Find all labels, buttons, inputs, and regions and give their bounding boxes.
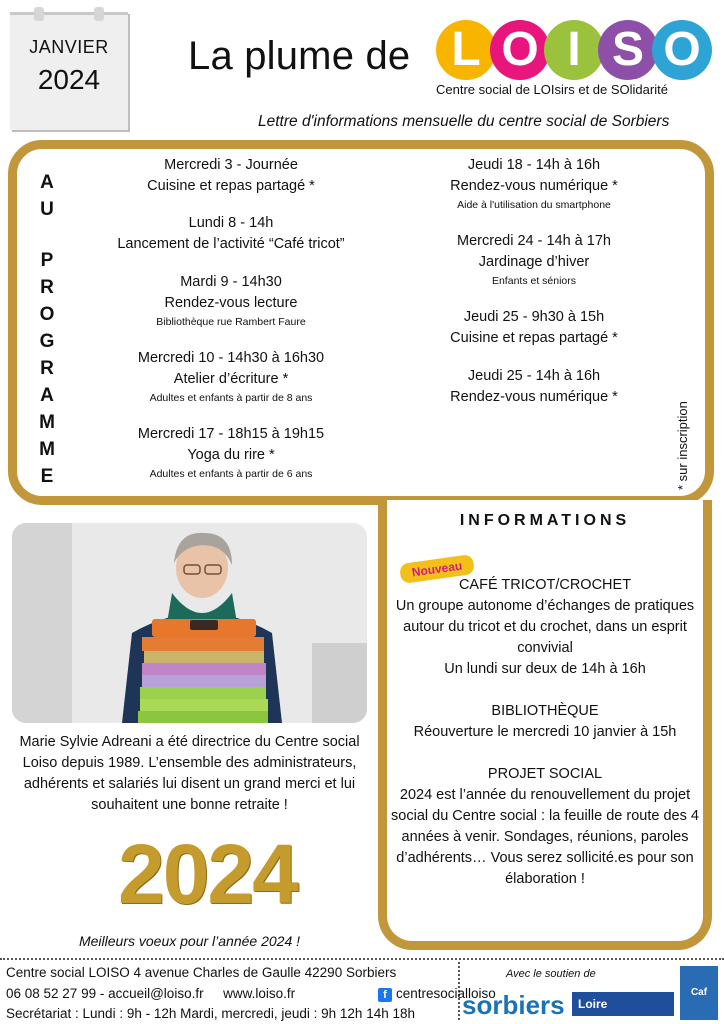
sorbiers-logo: sorbiers — [462, 990, 565, 1020]
logo-letter: I — [544, 20, 604, 80]
event-note: Aide à l'utilisation du smartphone — [457, 199, 611, 211]
bibliotheque-text: Réouverture le mercredi 10 janvier à 15h — [413, 724, 677, 740]
loiso-logo — [436, 20, 712, 80]
event-date: Jeudi 18 - 14h à 16h — [467, 157, 601, 173]
event-date: Mercredi 24 - 14h à 17h — [457, 233, 611, 249]
event-item — [71, 272, 391, 330]
footer-contact — [6, 986, 295, 1001]
loire-logo: Loire — [572, 992, 674, 1016]
event-note: Bibliothèque rue Rambert Faure — [156, 316, 306, 328]
programme-label-letter — [37, 225, 57, 249]
inscription-note: * sur inscription — [675, 401, 690, 490]
event-item — [71, 213, 391, 255]
calendar-ring — [94, 7, 104, 21]
event-note: Adultes et enfants à partir de 6 ans — [149, 468, 313, 480]
programme-label-letter: G — [39, 331, 55, 352]
logo-letter: O — [490, 20, 550, 80]
cafe-tricot-title: CAFÉ TRICOT/CROCHET — [458, 577, 632, 593]
event-title: Rendez-vous numérique * — [450, 178, 618, 194]
event-note: Adultes et enfants à partir de 8 ans — [149, 392, 313, 404]
programme-panel — [8, 140, 714, 505]
photo-caption: Marie Sylvie Adreani a été directrice du Centre social Loiso depuis 1989. L’ensemble des administrateurs, adhérents et salariés lui disent un grand merci et lui souhaitent une bonne retraite ! — [19, 734, 360, 813]
programme-label-letter: P — [40, 250, 54, 271]
event-title: Lancement de l’activité “Café tricot” — [117, 236, 345, 252]
event-note: Enfants et séniors — [491, 275, 577, 287]
programme-label-letter: R — [40, 277, 54, 298]
footer-phone-email[interactable]: 06 08 52 27 99 - accueil@loiso.fr — [6, 986, 204, 1001]
informations-title: INFORMATIONS — [459, 512, 631, 529]
logo-letter: S — [598, 20, 658, 80]
footer-website[interactable]: www.loiso.fr — [223, 986, 296, 1001]
logo-letter: O — [652, 20, 712, 80]
cafe-tricot-text: Un groupe autonome d’échanges de pratiques autour du tricot et du crochet, dans un esprit convivial — [395, 598, 695, 656]
programme-label-letter: M — [39, 439, 55, 460]
bibliotheque-title: BIBLIOTHÈQUE — [491, 703, 599, 719]
projet-social-title: PROJET SOCIAL — [487, 766, 603, 782]
caf-logo: Caf — [680, 966, 718, 1020]
event-item — [389, 231, 679, 289]
event-title: Cuisine et repas partagé * — [450, 330, 618, 346]
event-title: Cuisine et repas partagé * — [147, 178, 315, 194]
footer-address: Centre social LOISO 4 avenue Charles de Gaulle 42290 Sorbiers — [6, 965, 397, 980]
programme-label-letter: A — [40, 385, 54, 406]
event-item — [71, 155, 391, 197]
facebook-icon[interactable]: f — [378, 988, 392, 1002]
programme-vertical-label — [37, 171, 57, 492]
programme-label-letter: R — [40, 358, 54, 379]
event-title: Rendez-vous numérique * — [450, 389, 618, 405]
event-date: Jeudi 25 - 9h30 à 15h — [463, 309, 605, 325]
programme-label-letter: O — [39, 304, 55, 325]
newsletter-title: La plume de — [188, 34, 411, 78]
portrait-photo — [12, 523, 367, 723]
event-date: Jeudi 25 - 14h à 16h — [467, 368, 601, 384]
footer-hours: Secrétariat : Lundi : 9h - 12h Mardi, mercredi, jeudi : 9h 12h 14h 18h — [6, 1006, 415, 1021]
event-item — [71, 348, 391, 406]
support-label: Avec le soutien de — [506, 968, 596, 980]
event-item — [389, 307, 679, 349]
logo-subtitle: Centre social de LOIsirs et de SOlidarité — [436, 82, 668, 97]
event-title: Atelier d’écriture * — [173, 371, 289, 387]
new-badge: Nouveau — [399, 554, 475, 584]
projet-social-text: 2024 est l’année du renouvellement du projet social du Centre social : la feuille de route des 4 années à venir. Sondages, réunions, paroles d’adhérents… Vous serez sollicité.es pour son élaboration ! — [391, 787, 699, 887]
event-item — [389, 155, 679, 213]
event-date: Mardi 9 - 14h30 — [180, 274, 282, 290]
programme-label-letter: A — [40, 172, 54, 193]
year-graphic: 2024 — [118, 827, 297, 921]
event-item — [389, 366, 679, 408]
cafe-tricot-schedule: Un lundi sur deux de 14h à 16h — [444, 661, 646, 677]
tagline: Lettre d'informations mensuelle du centre social de Sorbiers — [258, 113, 670, 130]
logo-letter: L — [436, 20, 496, 80]
event-date: Mercredi 10 - 14h30 à 16h30 — [137, 350, 325, 366]
event-date: Mercredi 3 - Journée — [164, 157, 298, 173]
event-title: Yoga du rire * — [187, 447, 275, 463]
programme-label-letter: M — [39, 412, 55, 433]
event-date: Mercredi 17 - 18h15 à 19h15 — [137, 426, 325, 442]
footer-facebook[interactable]: centresocialloiso — [396, 986, 496, 1001]
programme-label-letter: U — [40, 199, 54, 220]
programme-label-letter: E — [40, 466, 54, 487]
new-year-wishes: Meilleurs voeux pour l’année 2024 ! — [78, 933, 301, 949]
event-item — [71, 424, 391, 482]
date-badge — [10, 12, 128, 130]
event-title: Jardinage d’hiver — [478, 254, 590, 270]
issue-month: JANVIER — [29, 37, 109, 57]
event-title: Rendez-vous lecture — [164, 295, 298, 311]
issue-year: 2024 — [37, 64, 101, 95]
calendar-ring — [34, 7, 44, 21]
portrait-illustration — [12, 523, 367, 723]
event-date: Lundi 8 - 14h — [188, 215, 274, 231]
